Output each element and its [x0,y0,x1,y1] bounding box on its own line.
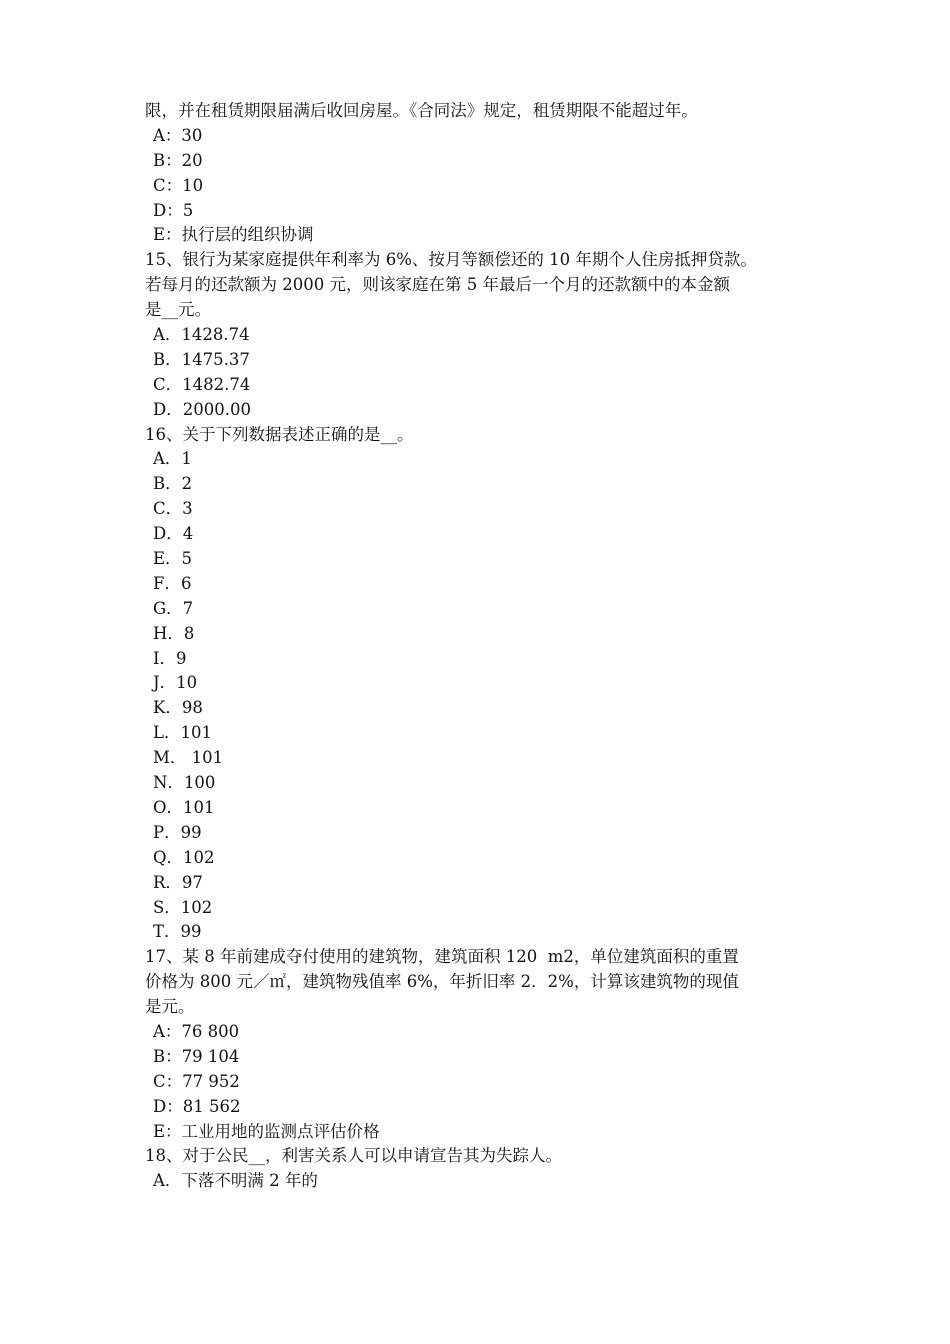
answer-option: B：20 [153,150,203,170]
answer-option: L．101 [153,723,212,743]
answer-option: G．7 [153,598,194,618]
answer-option: C：77 952 [153,1071,240,1091]
answer-option: M． 101 [153,748,224,768]
question-text-line: 若每月的还款额为 2000 元，则该家庭在第 5 年最后一个月的还款额中的本金额 [145,275,730,295]
answer-option: N．100 [153,773,216,793]
answer-option: C．1482.74 [153,374,251,394]
answer-option: K．98 [153,698,203,718]
document-page [145,99,815,1194]
question-text-line: 17、某 8 年前建成夺付使用的建筑物，建筑面积 120 m2，单位建筑面积的重置 [145,947,739,967]
answer-option: D．2000.00 [153,399,251,419]
answer-option: D．4 [153,524,194,544]
question-text-line: 15、银行为某家庭提供年利率为 6%、按月等额偿还的 10 年期个人住房抵押贷款。 [145,250,757,270]
answer-option: T．99 [153,922,202,942]
answer-option: B．2 [153,474,193,494]
answer-option: A．1428.74 [153,325,250,345]
answer-option: A．1 [153,449,192,469]
answer-option: B：79 104 [153,1046,240,1066]
answer-option: E：工业用地的监测点评估价格 [153,1121,380,1141]
answer-option: D：81 562 [153,1096,241,1116]
question-text-line: 是元。 [145,997,195,1017]
answer-option: E．5 [153,549,193,569]
question-text-line: 16、关于下列数据表述正确的是__。 [145,424,414,444]
answer-option: B．1475.37 [153,349,250,369]
answer-option: P．99 [153,822,202,842]
answer-option: R．97 [153,872,203,892]
answer-option: J．10 [153,673,198,693]
answer-option: C：10 [153,175,204,195]
answer-option: E：执行层的组织协调 [153,225,314,245]
question-text-line: 价格为 800 元／㎡，建筑物残值率 6%，年折旧率 2．2%，计算该建筑物的现值 [145,972,739,992]
question-text-line: 是__元。 [145,300,211,320]
answer-option: D：5 [153,200,194,220]
question-text-line: 限，并在租赁期限届满后收回房屋。《合同法》规定，租赁期限不能超过年。 [145,101,698,120]
answer-option: C．3 [153,499,193,519]
answer-option: A：76 800 [153,1021,240,1041]
answer-option: A．下落不明满 2 年的 [153,1171,318,1191]
answer-option: S．102 [153,897,213,917]
answer-option: I．9 [153,648,187,668]
answer-option: A：30 [153,125,203,145]
answer-option: H．8 [153,623,195,643]
question-text-line: 18、对于公民__，利害关系人可以申请宣告其为失踪人。 [145,1146,562,1166]
answer-option: Q．102 [153,847,215,867]
answer-option: O．101 [153,797,215,817]
answer-option: F．6 [153,573,192,593]
